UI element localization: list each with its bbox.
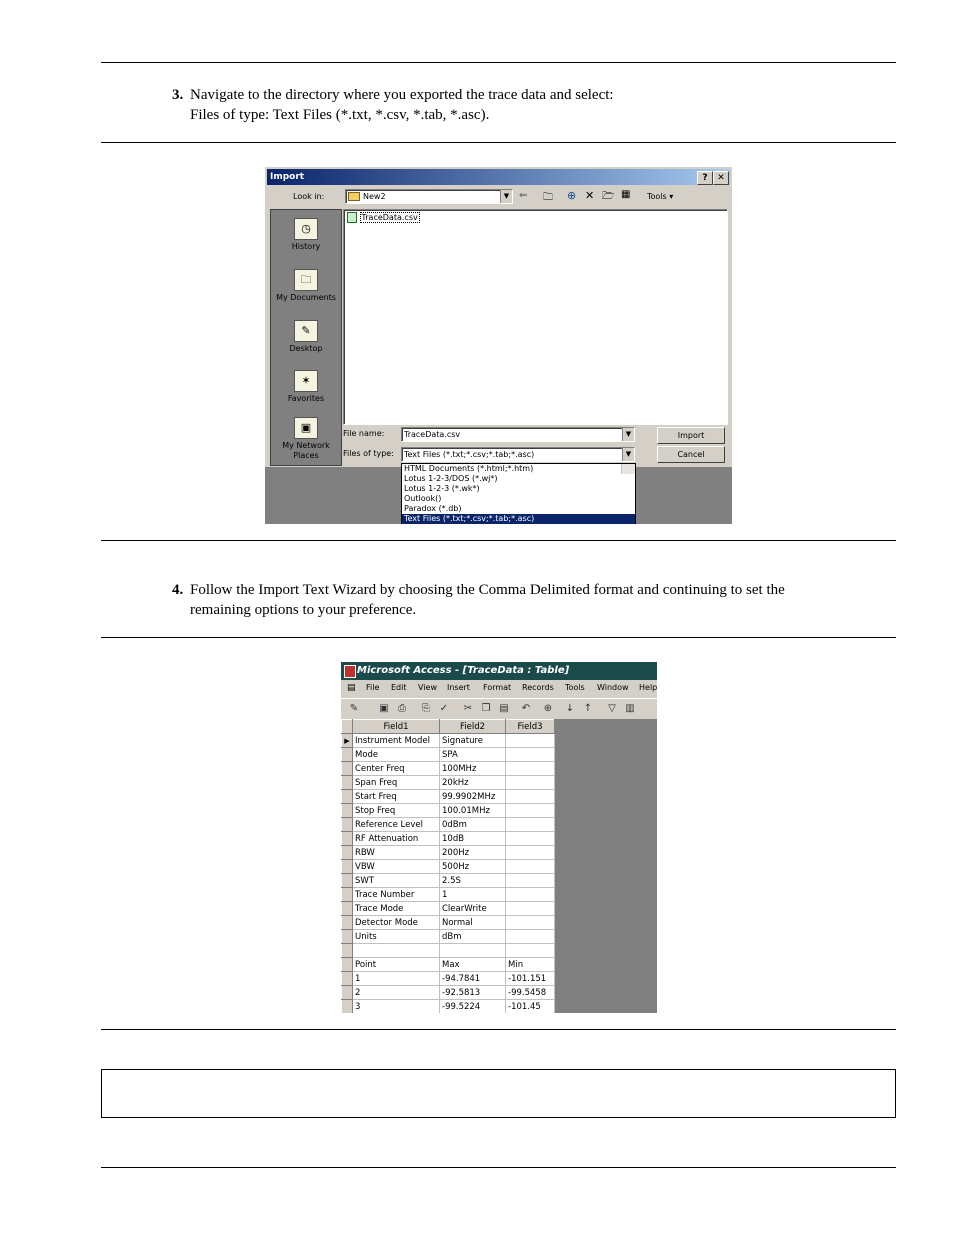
table-row[interactable] xyxy=(342,762,555,776)
table-cell[interactable]: 500Hz xyxy=(440,860,506,874)
csv-file-icon xyxy=(347,212,357,223)
table-row[interactable] xyxy=(342,972,555,986)
menu-format[interactable]: Format xyxy=(483,683,512,692)
chevron-down-icon: ▼ xyxy=(622,448,634,461)
access-titlebar xyxy=(341,662,657,680)
back-arrow-icon[interactable]: ⇐ xyxy=(519,190,528,201)
tools-menu[interactable]: Tools ▾ xyxy=(647,192,674,201)
bottom-rule xyxy=(101,1167,896,1168)
table-cell[interactable]: 20kHz xyxy=(440,776,506,790)
table-cell[interactable]: -92.5813 xyxy=(440,986,506,1000)
table-row[interactable] xyxy=(342,916,555,930)
table-cell[interactable]: Center Freq xyxy=(353,762,440,776)
cut-icon[interactable]: ✂ xyxy=(463,703,473,714)
datasheet-area xyxy=(341,719,657,1013)
row-selector[interactable] xyxy=(342,762,353,776)
table-cell[interactable] xyxy=(506,776,555,790)
folder-icon xyxy=(348,192,360,201)
table-cell[interactable]: Min xyxy=(506,958,555,972)
table-row[interactable] xyxy=(342,846,555,860)
sort-ascending-icon[interactable]: ↓ xyxy=(565,703,575,714)
menu-bar xyxy=(341,680,657,697)
table-cell[interactable]: Span Freq xyxy=(353,776,440,790)
table-cell[interactable]: 100MHz xyxy=(440,762,506,776)
access-logo-icon xyxy=(344,665,356,678)
up-folder-icon[interactable]: 🗀 xyxy=(543,192,553,203)
import-titlebar xyxy=(267,169,730,185)
rule-above-access xyxy=(101,637,896,638)
table-cell[interactable]: -101.151 xyxy=(506,972,555,986)
menu-help[interactable]: Help xyxy=(639,683,657,692)
row-selector[interactable] xyxy=(342,958,353,972)
table-cell[interactable]: 200Hz xyxy=(440,846,506,860)
row-selector[interactable] xyxy=(342,776,353,790)
table-cell[interactable]: 1 xyxy=(440,888,506,902)
place-my-network-places[interactable] xyxy=(271,417,341,461)
top-rule xyxy=(101,62,896,63)
cancel-button[interactable]: Cancel xyxy=(657,446,725,463)
column-header-field3[interactable]: Field3 xyxy=(506,720,555,734)
place-my-documents-label: My Documents xyxy=(276,293,336,302)
table-cell[interactable]: Normal xyxy=(440,916,506,930)
look-in-label: Look in: xyxy=(293,192,325,201)
undo-icon[interactable]: ↶ xyxy=(521,703,531,714)
chevron-down-icon: ▼ xyxy=(500,190,512,203)
table-row[interactable] xyxy=(342,944,555,958)
table-cell[interactable]: 10dB xyxy=(440,832,506,846)
table-cell[interactable]: Units xyxy=(353,930,440,944)
type-option[interactable]: HTML Documents (*.html;*.htm) xyxy=(404,464,534,473)
filter-form-icon[interactable]: ▥ xyxy=(625,703,635,714)
rule-below-import xyxy=(101,540,896,541)
chevron-down-icon: ▼ xyxy=(622,428,634,441)
table-cell[interactable]: 3 xyxy=(353,1000,440,1014)
column-header-field1[interactable]: Field1 xyxy=(353,720,440,734)
row-selector[interactable] xyxy=(342,790,353,804)
header-row xyxy=(342,720,555,734)
print-preview-icon[interactable]: ⎘ xyxy=(422,703,430,714)
table-cell[interactable]: -101.45 xyxy=(506,1000,555,1014)
table-cell[interactable]: -99.5458 xyxy=(506,986,555,1000)
history-icon: ◷ xyxy=(294,218,318,240)
type-list-scrollbar[interactable] xyxy=(621,464,635,474)
row-selector[interactable] xyxy=(342,748,353,762)
close-button[interactable]: ✕ xyxy=(713,171,729,185)
table-cell[interactable]: 2 xyxy=(353,986,440,1000)
table-row[interactable] xyxy=(342,818,555,832)
table-cell[interactable]: SWT xyxy=(353,874,440,888)
sort-descending-icon[interactable]: ↑ xyxy=(583,703,593,714)
table-row[interactable] xyxy=(342,734,555,748)
files-of-type-value: Text Files (*.txt;*.csv;*.tab;*.asc) xyxy=(404,450,535,459)
table-cell[interactable] xyxy=(506,762,555,776)
save-icon[interactable]: ▣ xyxy=(379,703,389,714)
type-option[interactable]: Lotus 1-2-3/DOS (*.wj*) xyxy=(404,474,498,483)
table-cell[interactable] xyxy=(506,748,555,762)
search-web-icon[interactable]: ⊕ xyxy=(567,189,577,202)
look-in-dropdown[interactable] xyxy=(345,189,513,204)
places-bar xyxy=(270,209,342,466)
table-cell[interactable]: Max xyxy=(440,958,506,972)
spelling-icon[interactable]: ✓ xyxy=(439,703,449,714)
row-selector[interactable] xyxy=(342,860,353,874)
hyperlink-icon[interactable]: ⊕ xyxy=(543,703,553,714)
table-cell[interactable]: Reference Level xyxy=(353,818,440,832)
table-cell[interactable]: Mode xyxy=(353,748,440,762)
file-item[interactable] xyxy=(347,212,420,223)
table-cell[interactable] xyxy=(506,860,555,874)
delete-icon[interactable]: ✕ xyxy=(585,189,595,202)
place-history-label: History xyxy=(291,242,321,251)
copy-icon[interactable]: ❐ xyxy=(481,703,491,714)
datasheet-body xyxy=(342,734,555,1014)
menu-window[interactable]: Window xyxy=(597,683,629,692)
row-selector-header[interactable] xyxy=(342,720,353,734)
step-4-line2: remaining options to your preference. xyxy=(190,602,417,618)
file-name-text: TraceData.csv xyxy=(361,213,418,222)
table-cell[interactable]: 100.01MHz xyxy=(440,804,506,818)
table-cell[interactable]: Point xyxy=(353,958,440,972)
files-of-type-label: Files of type: xyxy=(343,449,394,458)
menu-file[interactable]: File xyxy=(366,683,380,692)
table-cell[interactable]: 1 xyxy=(353,972,440,986)
table-cell[interactable] xyxy=(506,804,555,818)
row-selector[interactable] xyxy=(342,804,353,818)
table-cell[interactable]: Trace Mode xyxy=(353,902,440,916)
note-box xyxy=(101,1069,896,1118)
table-row[interactable] xyxy=(342,860,555,874)
view-icon[interactable]: ✎ xyxy=(349,703,359,714)
import-dialog xyxy=(265,167,732,524)
my-documents-icon: 🗀 xyxy=(294,269,318,291)
type-option[interactable]: Paradox (*.db) xyxy=(404,504,462,513)
table-cell[interactable]: RBW xyxy=(353,846,440,860)
table-row[interactable] xyxy=(342,986,555,1000)
table-row[interactable] xyxy=(342,804,555,818)
table-cell[interactable] xyxy=(506,930,555,944)
table-row[interactable] xyxy=(342,958,555,972)
table-cell[interactable] xyxy=(506,818,555,832)
table-cell[interactable] xyxy=(440,944,506,958)
row-selector[interactable] xyxy=(342,930,353,944)
row-selector[interactable] xyxy=(342,986,353,1000)
file-name-label: File name: xyxy=(343,429,385,438)
table-cell[interactable] xyxy=(506,902,555,916)
table-cell[interactable]: Detector Mode xyxy=(353,916,440,930)
file-list[interactable] xyxy=(343,209,728,425)
row-selector[interactable] xyxy=(342,888,353,902)
row-selector[interactable] xyxy=(342,902,353,916)
step-3-line1: Navigate to the directory where you exported the trace data and select: xyxy=(190,87,614,103)
views-icon[interactable]: ▦ xyxy=(621,189,631,200)
datasheet-table xyxy=(341,719,555,1013)
desktop-icon: ✎ xyxy=(294,320,318,342)
active-cell[interactable] xyxy=(506,734,555,748)
table-cell[interactable]: Instrument Model xyxy=(353,734,440,748)
table-row[interactable] xyxy=(342,776,555,790)
menu-insert[interactable]: Insert xyxy=(447,683,470,692)
access-window xyxy=(341,662,657,1013)
file-type-list[interactable] xyxy=(401,463,636,524)
row-selector[interactable] xyxy=(342,972,353,986)
step-4-number: 4. xyxy=(172,582,184,598)
import-button[interactable]: Import xyxy=(657,427,725,444)
menu-tools[interactable]: Tools xyxy=(565,683,585,692)
menu-edit[interactable]: Edit xyxy=(391,683,407,692)
favorites-icon: ✶ xyxy=(294,370,318,392)
look-in-value: New2 xyxy=(363,192,386,201)
table-row[interactable] xyxy=(342,1000,555,1014)
place-my-documents[interactable] xyxy=(271,269,341,302)
table-cell[interactable]: ClearWrite xyxy=(440,902,506,916)
table-icon: ▤ xyxy=(347,683,356,693)
table-row[interactable] xyxy=(342,902,555,916)
new-folder-icon[interactable]: 🗁 xyxy=(602,191,615,202)
row-selector[interactable] xyxy=(342,832,353,846)
table-cell[interactable] xyxy=(353,944,440,958)
table-cell[interactable]: Trace Number xyxy=(353,888,440,902)
table-cell[interactable] xyxy=(506,944,555,958)
table-row[interactable] xyxy=(342,832,555,846)
access-title: Microsoft Access - [TraceData : Table] xyxy=(357,665,570,676)
menu-records[interactable]: Records xyxy=(522,683,554,692)
place-favorites-label: Favorites xyxy=(287,394,325,403)
step-4-line1: Follow the Import Text Wizard by choosing the Comma Delimited format and continuing to set the xyxy=(190,582,785,598)
table-cell[interactable]: -99.5224 xyxy=(440,1000,506,1014)
table-row[interactable] xyxy=(342,888,555,902)
table-cell[interactable]: SPA xyxy=(440,748,506,762)
table-row[interactable] xyxy=(342,874,555,888)
step-4 xyxy=(172,580,785,620)
table-cell[interactable]: VBW xyxy=(353,860,440,874)
print-icon[interactable]: ⎙ xyxy=(398,703,406,714)
file-name-value: TraceData.csv xyxy=(404,430,461,439)
row-selector[interactable] xyxy=(342,944,353,958)
type-option[interactable]: Lotus 1-2-3 (*.wk*) xyxy=(404,484,480,493)
row-selector[interactable] xyxy=(342,1000,353,1014)
table-cell[interactable]: 2.5S xyxy=(440,874,506,888)
table-cell[interactable]: Signature xyxy=(440,734,506,748)
row-selector[interactable] xyxy=(342,846,353,860)
step-3-number: 3. xyxy=(172,87,184,103)
type-option[interactable]: Outlook() xyxy=(404,494,442,503)
table-cell[interactable] xyxy=(506,846,555,860)
network-icon: ▣ xyxy=(294,417,318,439)
place-history[interactable] xyxy=(271,218,341,251)
table-cell[interactable]: dBm xyxy=(440,930,506,944)
table-row[interactable] xyxy=(342,748,555,762)
place-desktop-label: Desktop xyxy=(289,344,323,353)
table-cell[interactable] xyxy=(506,916,555,930)
table-cell[interactable]: Start Freq xyxy=(353,790,440,804)
table-cell[interactable]: -94.7841 xyxy=(440,972,506,986)
place-desktop[interactable] xyxy=(271,320,341,353)
toolbar xyxy=(341,698,657,720)
table-cell[interactable]: 0dBm xyxy=(440,818,506,832)
table-cell[interactable] xyxy=(506,874,555,888)
table-row[interactable] xyxy=(342,790,555,804)
table-cell[interactable]: 99.9902MHz xyxy=(440,790,506,804)
rule-below-access xyxy=(101,1029,896,1030)
column-header-field2[interactable]: Field2 xyxy=(440,720,506,734)
current-record-icon[interactable]: ▶ xyxy=(342,734,353,748)
menu-view[interactable]: View xyxy=(418,683,437,692)
row-selector[interactable] xyxy=(342,874,353,888)
step-3 xyxy=(172,85,614,125)
place-favorites[interactable] xyxy=(271,370,341,403)
type-option-selected[interactable]: Text Files (*.txt;*.csv;*.tab;*.asc) xyxy=(402,514,635,524)
row-selector[interactable] xyxy=(342,818,353,832)
filter-icon[interactable]: ▽ xyxy=(608,703,616,714)
help-button[interactable]: ? xyxy=(697,171,713,185)
import-title: Import xyxy=(270,172,305,182)
step-3-line2: Files of type: Text Files (*.txt, *.csv, *.tab, *.asc). xyxy=(190,107,490,123)
table-cell[interactable]: Stop Freq xyxy=(353,804,440,818)
paste-icon[interactable]: ▤ xyxy=(499,703,509,714)
row-selector[interactable] xyxy=(342,916,353,930)
files-of-type-dropdown[interactable] xyxy=(401,447,635,462)
table-cell[interactable] xyxy=(506,832,555,846)
table-row[interactable] xyxy=(342,930,555,944)
table-cell[interactable] xyxy=(506,888,555,902)
table-cell[interactable] xyxy=(506,790,555,804)
table-cell[interactable]: RF Attenuation xyxy=(353,832,440,846)
file-name-field[interactable] xyxy=(401,427,635,442)
rule-above-import xyxy=(101,142,896,143)
place-network-label: My Network Places xyxy=(282,441,330,460)
